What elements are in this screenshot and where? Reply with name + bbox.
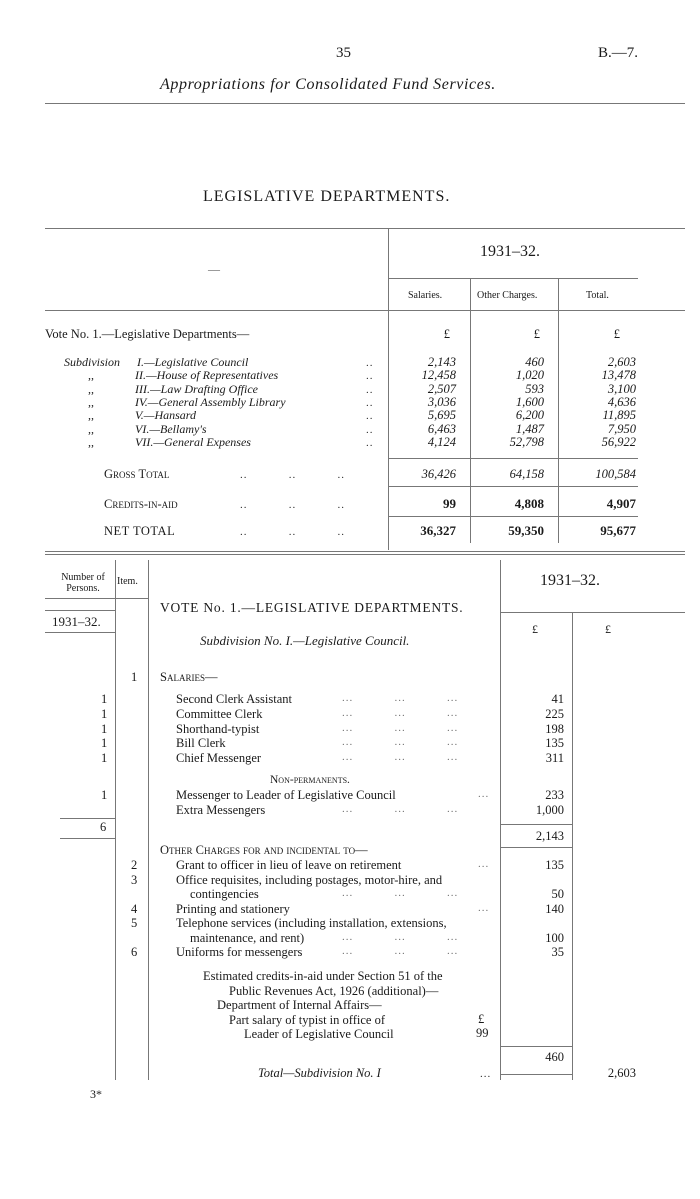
subdivision-label: VI.—Bellamy's bbox=[135, 421, 207, 436]
subdivision-total: 2,603 bbox=[607, 1066, 636, 1080]
other-total-rule bbox=[500, 1046, 572, 1047]
persons-head-rule-2 bbox=[45, 610, 115, 611]
leader-dots: ... bbox=[478, 901, 490, 914]
subdivision-other: 6,200 bbox=[515, 408, 544, 423]
leader-dots: ... ... ... bbox=[342, 721, 459, 734]
total-col-rule bbox=[572, 612, 573, 1080]
summary-bottom-rule-2 bbox=[45, 554, 685, 555]
salaries-heading: Salaries— bbox=[160, 670, 218, 684]
summary-head-rule bbox=[45, 310, 685, 311]
leader-dots: .. bbox=[366, 436, 374, 449]
total-subdivision-label: Total—Subdivision No. I bbox=[258, 1066, 381, 1080]
gross-salaries: 36,426 bbox=[421, 467, 456, 481]
other-charge-text: Telephone services (including installation, extensions, bbox=[176, 916, 447, 930]
salaries-total-rule bbox=[500, 824, 572, 825]
non-permanent-position: Extra Messengers bbox=[176, 802, 266, 817]
summary-dash: — bbox=[208, 262, 220, 276]
detail-year-rule bbox=[500, 612, 685, 613]
subdivision-prefix: ,, bbox=[88, 394, 94, 409]
persons-total-rule bbox=[60, 818, 115, 819]
gross-other: 64,158 bbox=[509, 467, 544, 481]
other-charge-item: 6 bbox=[131, 945, 138, 959]
subdivision-salaries: 4,124 bbox=[427, 434, 456, 449]
summary-year-rule bbox=[388, 278, 638, 279]
credits-total: 4,907 bbox=[606, 496, 636, 511]
subdivision-other: 1,487 bbox=[515, 421, 544, 436]
other-charge-amount: 135 bbox=[545, 858, 564, 872]
non-permanent-amount: 1,000 bbox=[535, 802, 564, 817]
subdivision-label: I.—Legislative Council bbox=[137, 355, 249, 369]
total-leader-rule bbox=[500, 1074, 572, 1075]
leader-dots: ... bbox=[478, 858, 490, 870]
gross-total: 100,584 bbox=[595, 467, 636, 481]
persons-total-rule-2 bbox=[60, 838, 115, 839]
subdivision-salaries: 5,695 bbox=[427, 408, 456, 423]
net-total: 95,677 bbox=[600, 523, 636, 538]
leader-dots: ... ... ... bbox=[342, 736, 459, 749]
detail-year: 1931–32. bbox=[540, 572, 600, 589]
staff-amount: 135 bbox=[545, 736, 564, 751]
subdivision-title: Subdivision No. I.—Legislative Council. bbox=[200, 633, 410, 648]
page-number: 35 bbox=[336, 45, 351, 61]
credits-note-line: Estimated credits-in-aid under Section 51 of the bbox=[203, 969, 443, 983]
leader-dots: ... ... ... bbox=[342, 802, 459, 815]
credits-note-line: Leader of Legislative Council bbox=[244, 1027, 394, 1041]
credits-other: 4,808 bbox=[514, 496, 544, 511]
leader-dots: .. bbox=[366, 370, 374, 383]
summary-year: 1931–32. bbox=[480, 243, 540, 260]
other-charge-text: Office requisites, including postages, motor-hire, and bbox=[176, 872, 443, 887]
staff-amount: 41 bbox=[551, 692, 564, 706]
other-charge-amount: 100 bbox=[545, 930, 564, 945]
running-title: Appropriations for Consolidated Fund Services. bbox=[160, 76, 496, 93]
subdivision-total: 56,922 bbox=[601, 434, 636, 449]
leader-dots: .. bbox=[366, 396, 374, 409]
subdivision-other: 1,020 bbox=[515, 368, 544, 383]
subdivision-total: 3,100 bbox=[607, 381, 636, 396]
subdivision-label: IV.—General Assembly Library bbox=[135, 394, 286, 409]
col-sep-1 bbox=[470, 278, 471, 543]
staff-persons: 1 bbox=[101, 692, 108, 706]
detail-currency-1: £ bbox=[532, 622, 538, 636]
persons-col-rule bbox=[115, 560, 116, 1080]
other-charge-item: 5 bbox=[131, 916, 138, 930]
subdivision-label: III.—Law Drafting Office bbox=[135, 381, 258, 396]
staff-position: Chief Messenger bbox=[176, 751, 262, 766]
col-header-total: Total. bbox=[586, 290, 609, 301]
other-charge-text: Printing and stationery bbox=[176, 901, 290, 916]
leader-dots: .. .. .. bbox=[240, 499, 345, 511]
item-col-rule bbox=[148, 560, 149, 1080]
subdivision-label: II.—House of Representatives bbox=[135, 368, 279, 383]
salaries-total: 2,143 bbox=[535, 829, 564, 843]
subdivision-salaries: 2,143 bbox=[427, 355, 456, 369]
other-charges-heading: Other Charges for and incidental to— bbox=[160, 843, 368, 857]
gross-rule bbox=[388, 486, 638, 487]
subdivision-salaries: 2,507 bbox=[427, 381, 456, 396]
other-charge-amount: 35 bbox=[551, 945, 564, 959]
subdivision-prefix: ,, bbox=[88, 408, 94, 423]
leader-dots: .. .. .. bbox=[240, 526, 345, 538]
signature-mark: 3* bbox=[90, 1087, 102, 1101]
col-header-item: Item. bbox=[117, 576, 138, 587]
subdivision-label: V.—Hansard bbox=[135, 408, 197, 423]
credits-salaries: 99 bbox=[443, 496, 456, 511]
other-charge-amount: 50 bbox=[551, 887, 564, 901]
leader-dots: ... ... ... bbox=[342, 945, 459, 957]
subdivision-salaries: 12,458 bbox=[421, 368, 456, 383]
other-charge-text: Uniforms for messengers bbox=[176, 945, 303, 959]
subdivision-other: 52,798 bbox=[509, 434, 544, 449]
staff-position: Bill Clerk bbox=[176, 736, 226, 751]
subdivision-total: 13,478 bbox=[601, 368, 636, 383]
leader-dots: ... bbox=[478, 788, 490, 800]
non-permanent-persons: 1 bbox=[101, 788, 108, 802]
other-charge-item: 3 bbox=[131, 872, 138, 887]
leader-dots: ... ... ... bbox=[342, 692, 459, 704]
currency-salaries: £ bbox=[443, 327, 450, 341]
net-other: 59,350 bbox=[508, 523, 544, 538]
other-charge-text: maintenance, and rent) bbox=[190, 930, 305, 945]
vote-label: Vote No. 1.—Legislative Departments— bbox=[45, 327, 250, 341]
leader-dots: ... bbox=[480, 1068, 492, 1080]
subdivision-salaries: 6,463 bbox=[427, 421, 456, 436]
persons-total: 6 bbox=[100, 820, 107, 834]
net-total-label: NET TOTAL bbox=[104, 524, 176, 538]
other-charge-amount: 140 bbox=[545, 901, 564, 916]
col-header-other: Other Charges. bbox=[477, 290, 538, 301]
currency-total: £ bbox=[613, 327, 620, 341]
other-charge-item: 2 bbox=[131, 858, 138, 872]
leader-dots: ... ... ... bbox=[342, 706, 459, 719]
subdivision-total: 4,636 bbox=[607, 394, 636, 409]
leader-dots: .. .. .. bbox=[240, 469, 345, 481]
leader-dots: .. bbox=[366, 357, 374, 369]
subdivision-salaries: 3,036 bbox=[427, 394, 456, 409]
col-sep-2 bbox=[558, 278, 559, 543]
subdivision-total: 2,603 bbox=[607, 355, 636, 369]
salaries-item-number: 1 bbox=[131, 670, 138, 684]
document-ref: B.—7. bbox=[598, 45, 639, 61]
staff-persons: 1 bbox=[101, 706, 108, 721]
leader-dots: .. bbox=[366, 423, 374, 436]
amount-col-rule bbox=[500, 560, 501, 1080]
subdivision-label: VII.—General Expenses bbox=[135, 434, 251, 449]
persons-year: 1931–32. bbox=[52, 614, 101, 629]
subdivision-rule bbox=[388, 458, 638, 459]
other-charge-text: Grant to officer in lieu of leave on retirement bbox=[176, 858, 402, 872]
credits-note-currency: £ bbox=[478, 1012, 485, 1026]
subdivision-other: 593 bbox=[525, 381, 544, 396]
col-header-persons: Number of Persons. bbox=[61, 572, 105, 594]
detail-currency-2: £ bbox=[605, 622, 611, 636]
net-salaries: 36,327 bbox=[420, 523, 456, 538]
persons-head-rule bbox=[45, 598, 148, 599]
other-charge-item: 4 bbox=[131, 901, 138, 916]
subdivision-prefix: ,, bbox=[88, 381, 94, 396]
currency-other: £ bbox=[533, 327, 540, 341]
non-permanent-amount: 233 bbox=[545, 788, 564, 802]
staff-amount: 225 bbox=[545, 706, 564, 721]
credits-rule bbox=[388, 516, 638, 517]
gross-total-label: Gross Total bbox=[104, 467, 170, 481]
leader-dots: .. bbox=[366, 383, 374, 396]
staff-persons: 1 bbox=[101, 721, 108, 736]
other-charge-text: contingencies bbox=[190, 887, 259, 901]
header-rule bbox=[45, 103, 685, 104]
leader-dots: ... ... ... bbox=[342, 930, 459, 943]
subdivision-total: 11,895 bbox=[602, 408, 636, 423]
subdivision-total: 7,950 bbox=[607, 421, 636, 436]
credits-note-line: Part salary of typist in office of bbox=[229, 1012, 385, 1027]
subdivision-prefix: ,, bbox=[88, 434, 94, 449]
non-permanent-position: Messenger to Leader of Legislative Council bbox=[176, 788, 396, 802]
staff-persons: 1 bbox=[101, 751, 108, 766]
col-header-salaries: Salaries. bbox=[408, 290, 443, 301]
credits-note-line: Public Revenues Act, 1926 (additional)— bbox=[229, 983, 439, 998]
section-title: LEGISLATIVE DEPARTMENTS. bbox=[203, 188, 451, 205]
leader-dots: ... ... ... bbox=[342, 751, 459, 764]
staff-position: Committee Clerk bbox=[176, 706, 263, 721]
vote-title: VOTE No. 1.—LEGISLATIVE DEPARTMENTS. bbox=[160, 600, 464, 615]
subdivision-other: 1,600 bbox=[515, 394, 544, 409]
staff-persons: 1 bbox=[101, 736, 108, 751]
subdivision-other: 460 bbox=[525, 355, 544, 369]
credits-note-line: Department of Internal Affairs— bbox=[217, 998, 382, 1012]
summary-divider bbox=[388, 228, 389, 550]
leader-dots: ... ... ... bbox=[342, 887, 459, 899]
staff-position: Shorthand-typist bbox=[176, 721, 260, 736]
credits-label: Credits-in-aid bbox=[104, 497, 178, 511]
subdivision-prefix: ,, bbox=[88, 421, 94, 436]
non-permanents-heading: Non-permanents. bbox=[270, 774, 350, 786]
other-charges-total: 460 bbox=[545, 1050, 564, 1064]
staff-position: Second Clerk Assistant bbox=[176, 692, 292, 706]
summary-bottom-rule bbox=[45, 551, 685, 552]
credits-note-amount: 99 bbox=[476, 1026, 489, 1040]
persons-year-rule bbox=[45, 632, 115, 633]
subdivision-prefix: Subdivision bbox=[64, 355, 120, 369]
salaries-total-rule-2 bbox=[500, 847, 572, 848]
leader-dots: .. bbox=[366, 410, 374, 423]
summary-top-rule bbox=[45, 228, 685, 229]
subdivision-prefix: ,, bbox=[88, 368, 94, 383]
staff-amount: 311 bbox=[545, 751, 564, 766]
staff-amount: 198 bbox=[545, 721, 564, 736]
